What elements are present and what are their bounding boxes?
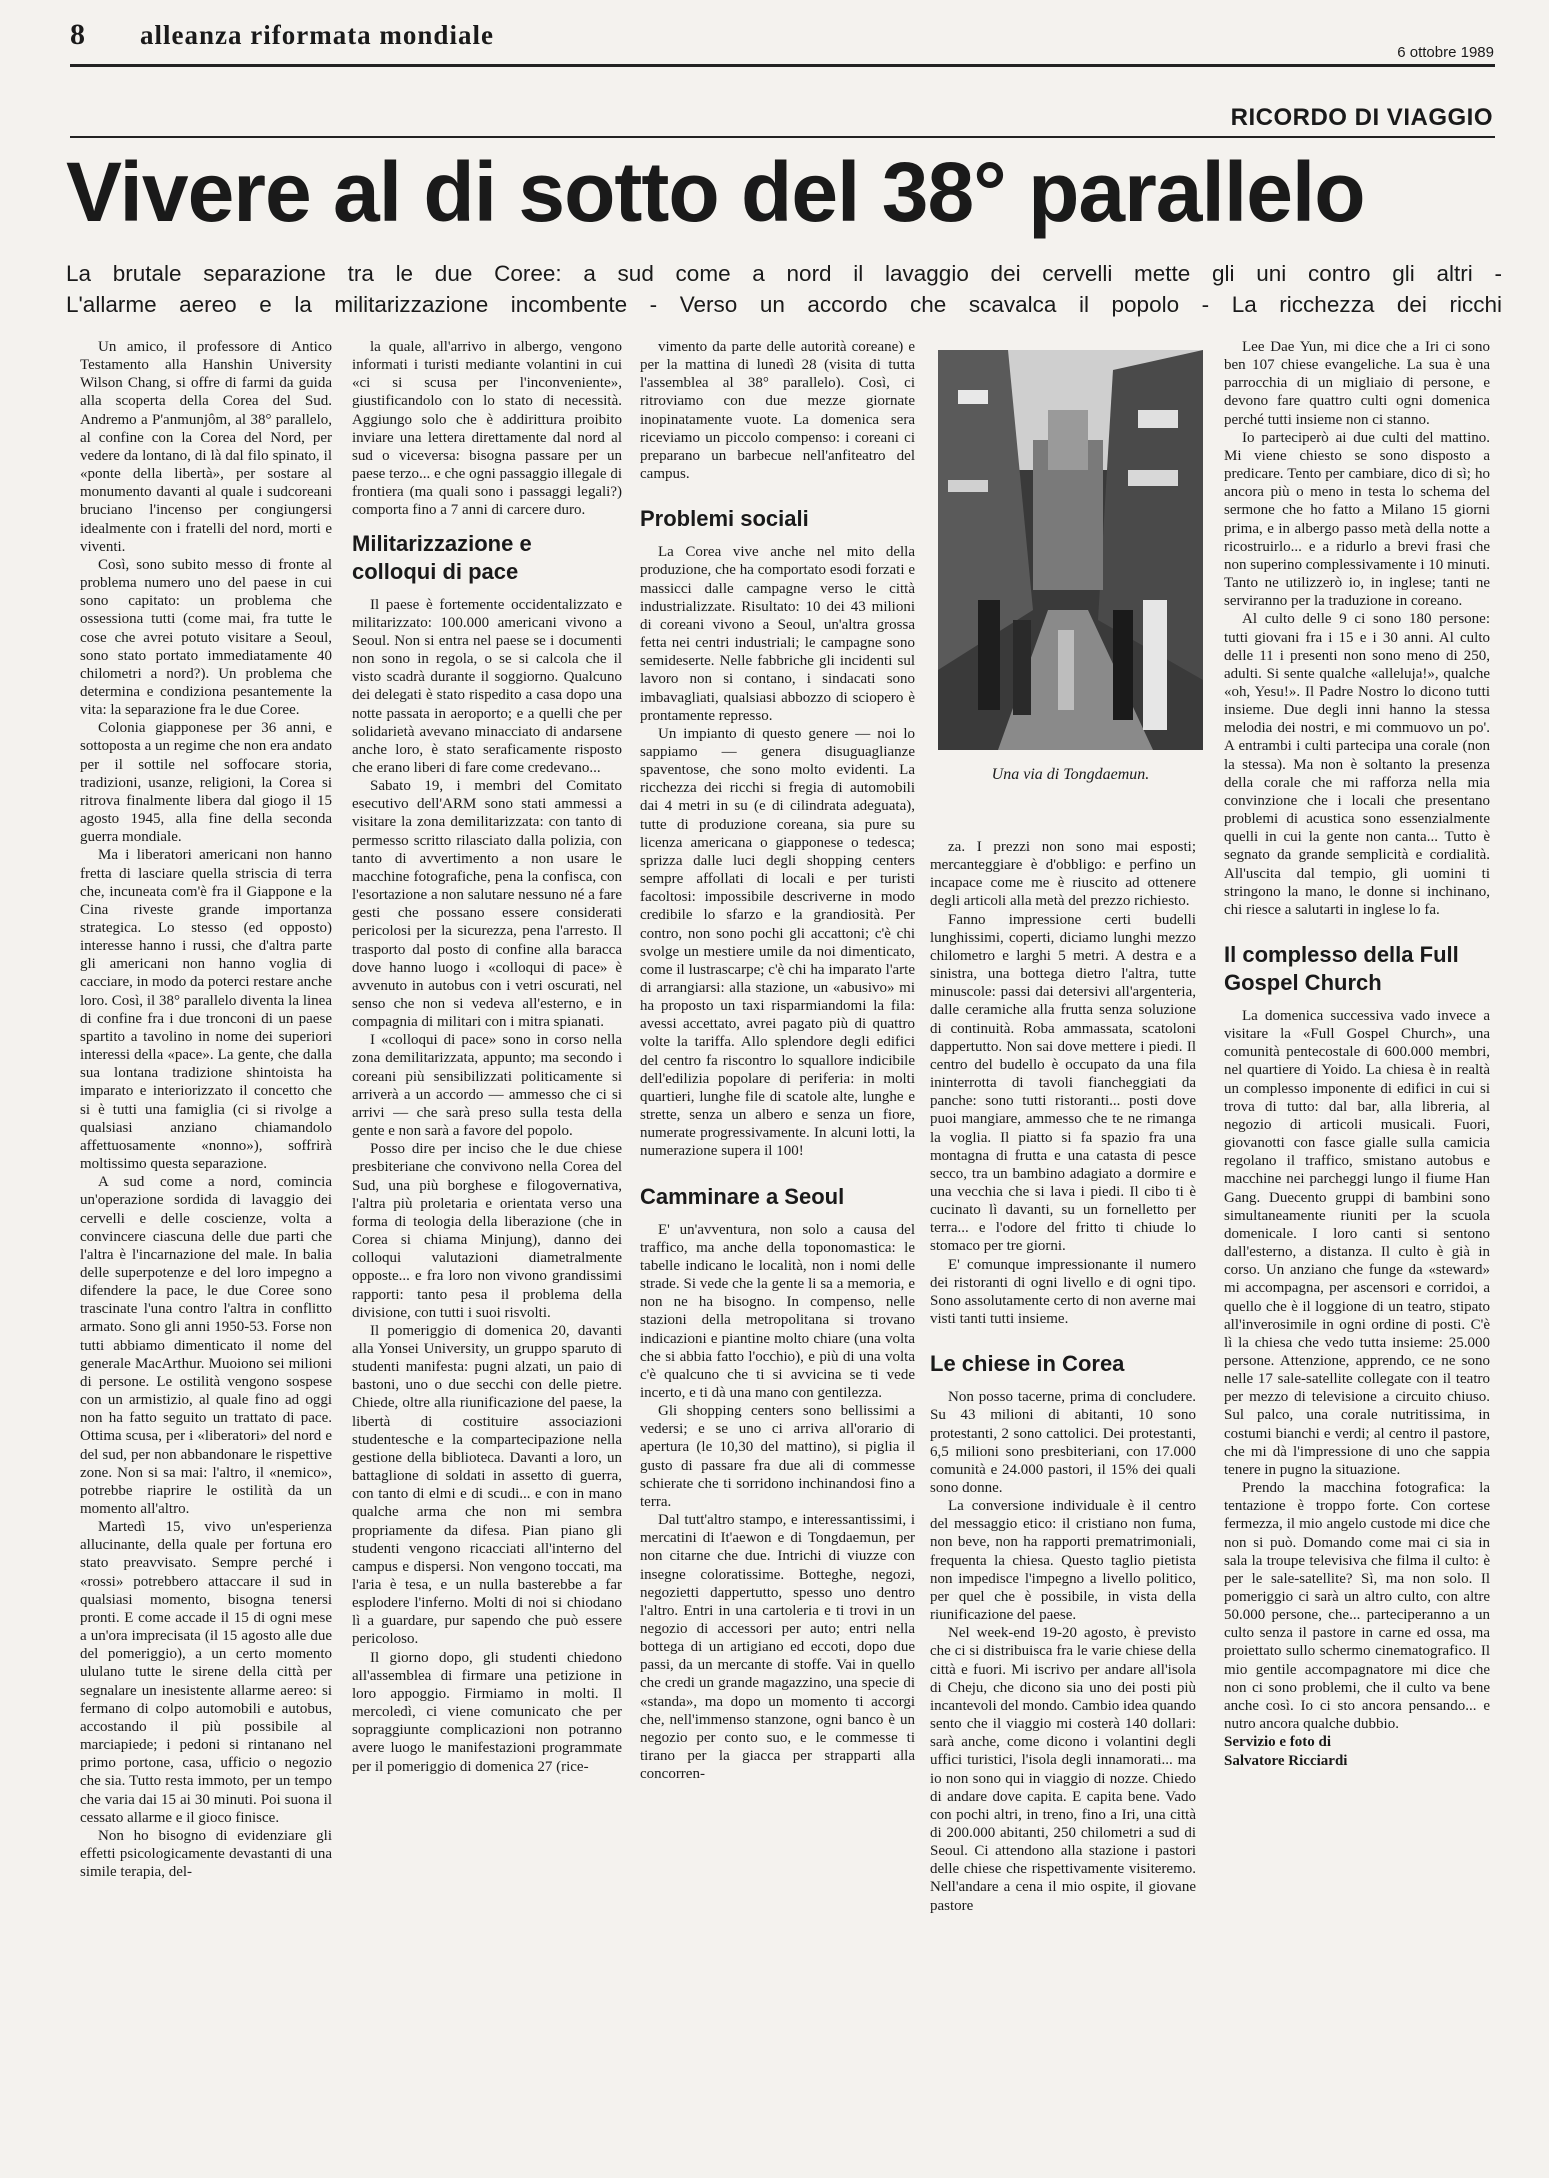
paragraph: Ma i liberatori americani non hanno fretta di lasciare quella striscia di terra che, incuneata com'è fra il Giappone e la Cina riveste grande importanza strategica. Lo stesso (ed opposto) interesse hanno i russi, che d'altra parte gli americani non hanno voglia di cacciare, in modo da poterci restare anche loro. Così, il 38° parallelo diventa la linea di confine fra i due tronconi di un paese spartito a tavolino in nome dei superiori interessi della «pace». La gente, che dalla sua lontana tradizione shintoista ha imparato e interiorizzato il concetto che si è tutti una famiglia (ci si rivolge a qualsiasi anziano chiamandolo affettuosamente «nonno»), soffrirà moltissimo questa separazione. (80, 847, 332, 1173)
street-photo (938, 350, 1203, 750)
byline-author: Salvatore Ricciardi (1224, 1753, 1348, 1770)
paragraph: Lee Dae Yun, mi dice che a Iri ci sono ben 107 chiese evangeliche. La sua è una parrocchia di un migliaio di persone, e devono fare quattro culti ogni domenica perché tutti insieme non ci stanno. (1224, 339, 1490, 428)
byline-label: Servizio e foto di (1224, 1734, 1332, 1751)
subheading: Militarizzazione e colloqui di pace (352, 530, 532, 584)
paragraph: Il giorno dopo, gli studenti chiedono all'assemblea di firmare una petizione in loro appoggio. Firmiamo in molti. Il mercoledì, ci viene comunicato che per sopraggiunte complicazioni non potranno avere luogo le manifestazioni programmate per il pomeriggio di domenica 27 (rice- (352, 1649, 622, 1775)
article-column-5 (1224, 338, 1490, 2158)
kicker-rule (70, 136, 1495, 138)
subheading: Il complesso della Full Gospel Church (1224, 942, 1459, 995)
paragraph: vimento da parte delle autorità coreane) e per la mattina di lunedì 28 (visita di tutta l'assemblea al 38° parallelo). Così, ci ritroviamo con due mezze giornate inopinatamente vuote. La domenica sera riceviamo un piccolo compenso: i coreani ci preparano un barbecue nell'anfiteatro del campus. (640, 339, 915, 483)
paragraph: Non ho bisogno di evidenziare gli effetti psicologicamente devastanti di una simile terapia, del- (80, 1827, 332, 1881)
header-rule (70, 64, 1495, 67)
paragraph: Posso dire per inciso che le due chiese presbiteriane che convivono nella Corea del Sud, una più borghese e filogovernativa, l'altra più proletaria e orientata verso una forma di teologia della liberazione (che in Corea si chiama Minjung), danno dei colloqui valutazioni diametralmente opposte... e fra loro non vivono grandissimi rapporti: tanto pesa il problema della divisione, con tutti i suoi risvolti. (352, 1141, 622, 1321)
paragraph: Il paese è fortemente occidentalizzato e militarizzato: 100.000 americani vivono a Seoul. Non si entra nel paese se i documenti non sono in regola, o se si calcola che il visto scadrà durante il soggiorno. Qualcuno dei delegati è stato rispedito a casa dopo una notte passata in aeroporto; e a quelli che per solidarietà avevano minacciato di andarsene anche loro, è stato seraficamente risposto che erano liberi di fare come credevano... (352, 596, 622, 776)
article-column-3 (640, 338, 915, 2158)
subheading: Problemi sociali (640, 506, 809, 532)
paragraph: Fanno impressione certi budelli lunghissimi, coperti, diciamo lunghi mezzo chilometro e larghi 5 metri. A destra e a sinistra, una bottega dietro l'altra, tutte minuscole: passi dai detersivi all'argenteria, dalle ceramiche alla frutta senza soluzione di continuità. Roba ammassata, scatoloni dappertutto. Non sai dove mettere i piedi. Il centro del budello è occupato da una fila ininterrotta di tavoli fiancheggiati da panche: sono tutti ristoranti... posti dove puoi mangiare, ammesso che te ne rimanga la voglia. Il piatto si fa spazio fra una montagna di frutta e una catasta di pesce secco, tra un bambino adagiato a dormire e una vecchia che si lava i piedi. Il cibo ti è cucinato lì davanti, su un fornelletto per terra... e l'odore del fritto ti chiude lo stomaco per tre giorni. (930, 911, 1196, 1255)
deck-line-1: La brutale separazione tra le due Coree: a sud come a nord il lavaggio dei cervelli mette gli uni contro gli altri - (66, 261, 1502, 286)
paragraph: Al culto delle 9 ci sono 180 persone: tutti giovani fra i 15 e i 30 anni. Al culto delle 11 i presenti non sono meno di 250, adulti. Si sente qualche «alleluja!», qualche «oh, Yesu!». Il Padre Nostro lo dicono tutti insieme. Due degli inni hanno la stessa melodia dei nostri, e mi commuovo un po'. A entrambi i culti partecipa una corale (non la stessa). Ma non è soltanto la presenza della corale che mi rafforza nella mia convinzione che i locali che presentano problemi di acustica sono essenzialmente quelli in cui la gente non canta... Tutto è segnato da grande semplicità e cordialità. All'uscita dal tempio, gli uomini ti stringono la mano, le donne si inchinano, chi riesce a salutarti in inglese lo fa. (1224, 611, 1490, 918)
paragraph: Dal tutt'altro stampo, e interessantissimi, i mercatini di It'aewon e di Tongdaemun, per non citarne che due. Intrichi di viuzze con insegne coloratissime. Botteghe, negozi, negozietti dappertutto, spesso uno dentro l'altro. Entri in una cartoleria e ti trovi in un negozio di accessori per auto; entri nella bottega di un artigiano ed eccoti, dopo due passi, da un mercante di stoffe. Vai in quello che credi un grande magazzino, una specie di «standa», ma dopo un momento ti accorgi che, nell'immenso stanzone, ogni banco è un negozio per conto suo, e le commesse ti tirano per la giacca per strapparti alla concorren- (640, 1512, 915, 1783)
paragraph: I «colloqui di pace» sono in corso nella zona demilitarizzata, appunto; ma secondo i coreani più sensibilizzati politicamente si arriverà a un accordo — ammesso che ci si arrivi — che sarà preso sulla testa della gente e non sarà a favore del popolo. (352, 1032, 622, 1140)
paragraph: E' comunque impressionante il numero dei ristoranti di ogni livello e di ogni tipo. Sono assolutamente certo di non averne mai visti tanti tutti insieme. (930, 1256, 1196, 1328)
paragraph: Colonia giapponese per 36 anni, e sottoposta a un regime che non era andato per il sottile nel soffocare storia, tradizioni, usanze, religioni, la Corea si ritrova finalmente libera dal giogo il 15 agosto 1945, alla fine della seconda guerra mondiale. (80, 720, 332, 846)
masthead: alleanza riformata mondiale (140, 20, 494, 50)
paragraph: Non posso tacerne, prima di concludere. Su 43 milioni di abitanti, 10 sono protestanti, 2 sono cattolici. Dei protestanti, 6,5 milioni sono presbiteriani, con 17.000 comunità e 24.000 pastori, il 15% dei quali sono donne. (930, 1389, 1196, 1496)
paragraph: Sabato 19, i membri del Comitato esecutivo dell'ARM sono stati ammessi a visitare la zona demilitarizzata: con tanto di permesso scritto rilasciato dalla polizia, con tanto di avvertimento a non usare le macchine fotografiche, pena la confisca, con l'esortazione a non salutare nessuno né a fare gesti che possano essere considerati pericolosi per la sicurezza, pena l'arresto. Il trasporto dal posto di confine alla baracca dove hanno luogo i «colloqui di pace» è avvenuto in autobus con i vetri oscurati, nel senso che non si vedeva all'esterno, e in compagnia di militari con i mitra spianati. (352, 778, 622, 1031)
deck-line-2: L'allarme aereo e la militarizzazione incombente - Verso un accordo che scavalca il popolo - La ricchezza dei ricchi (66, 292, 1502, 317)
headline: Vivere al di sotto del 38° parallelo (66, 145, 1365, 239)
issue-date: 6 ottobre 1989 (1397, 44, 1494, 61)
deck (66, 258, 1502, 320)
paragraph: Un amico, il professore di Antico Testamento alla Hanshin University Wilson Chang, si offre di farmi da guida alla scoperta della Corea del Sud. Andremo a P'anmunjôm, al 38° parallelo, al confine con la Corea del Nord, per vedere da lontano, di là dal filo spinato, il «ponte della libertà», per sostare al monumento davanti al quale i sudcoreani bruciano l'incenso per congiungersi idealmente con i fratelli del nord, morti e viventi. (80, 339, 332, 555)
paragraph: La domenica successiva vado invece a visitare la «Full Gospel Church», una comunità pentecostale di 600.000 membri, nel quartiere di Yoido. La chiesa è in realtà un complesso imponente di edifici in cui si trova di tutto: dal bar, alla libreria, al negozio di articoli musicali. Fuori, giovanotti con fasce gialle sulla camicia regolano il traffico, smistano autobus e macchine nei parcheggi lungo il fiume Han Gang. Duecento gruppi di bambini sono simultaneamente riuniti per la scuola domenicale. I loro canti si sentono dall'esterno, a distanza. Il culto è già in corso. Un anziano che funge da «steward» mi accompagna, per ascensori e corridoi, a quello che è il loggione di un teatro, stipato all'inverosimile in ogni ordine di posti. C'è lì la chiesa che vedo tutta insieme: 25.000 persone. Attenzione, apprendo, ce ne sono nelle 17 sale-satellite collegate con il teatro per mezzo di televisione a circuito chiuso. Sul palco, una corale nutritissima, in costumi bianchi e verdi; al centro il pastore, che mi dà l'impressione di uno che sappia tenere in pugno la situazione. (1224, 1008, 1490, 1478)
paragraph: La Corea vive anche nel mito della produzione, che ha comportato esodi forzati e massicci dalle campagne verso le città industrializzate. Risultato: 10 dei 43 milioni di coreani vivono a Seoul, un'altra grossa fetta nei centri industriali; le campagne sono semideserte. Nelle fabbriche gli incidenti sul lavoro non si contano, i sindacati sono imbavagliati, qualsiasi abbozzo di sciopero è prontamente represso. (640, 544, 915, 724)
photo-caption: Una via di Tongdaemun. (991, 766, 1150, 783)
paragraph: Così, sono subito messo di fronte al problema numero uno del paese in cui sono capitato: un problema che ossessiona tutti (come mai, fra tutte le cose che avrei potuto visitare a Seoul, sono stato portato immediatamente 40 chilometri a nord?). Un problema che determina e condiziona pesantemente la vita: la separazione fra le due Coree. (80, 556, 332, 719)
paragraph: Il pomeriggio di domenica 20, davanti alla Yonsei University, un gruppo sparuto di studenti manifesta: pugni alzati, un paio di bastoni, uno o due secchi con delle pietre. Chiede, oltre alla riunificazione del paese, la libertà di costituire associazioni studentesche e la compartecipazione nella gestione della biblioteca. Davanti a loro, un battaglione di soldati in assetto di guerra, con tanto di elmi e di scudi... e con in mano qualche arma che non mi sembra propriamente da difesa. Pian piano gli studenti vengono ricacciati all'interno del campus e dispersi. Non vengono toccati, ma l'aria è tesa, e un nulla basterebbe a far esplodere l'inferno. Molti di noi si chiodano lì a guardare, pur sapendo che può essere pericoloso. (352, 1322, 622, 1648)
subheading: Le chiese in Corea (930, 1351, 1125, 1377)
paragraph: Nel week-end 19-20 agosto, è previsto che ci si distribuisca fra le varie chiese della città e fuori. Mi iscrivo per andare all'isola di Cheju, che dicono sia uno dei posti più incantevoli del mondo. Cambio idea quando sento che il viaggio mi costerà 140 dollari: sarà anche, come dicono i volantini degli uffici turistici, l'isola degli innamorati... ma io non sono qui in viaggio di nozze. Chiedo di andare dove capita. E capita bene. Vado con pochi altri, in treno, fino a Iri, una città di 200.000 abitanti, 250 chilometri a sud di Seoul. Ci attendono alla stazione i pastori delle chiese che rispettivamente visiteremo. Nell'andare a cena il mio ospite, il giovane pastore (930, 1625, 1196, 1914)
article-column-1 (80, 338, 332, 2158)
subheading: Camminare a Seoul (640, 1183, 845, 1209)
paragraph: Prendo la macchina fotografica: la tentazione è troppo forte. Con cortese fermezza, il mio angelo custode mi dice che non si può. Domando come mai ci sia in sala la troupe televisiva che filma il culto: è per le sale-satellite? Sì, ma non solo. Il pomeriggio ci sarà un altro culto, con altre 50.000 persone, che... parteciperanno a un culto senza il pastore in carne ed ossa, ma proiettato sullo schermo cinematografico. Il mio gentile accompagnatore mi dice che non ci sono problemi, che il culto va bene anche così. Io ci sto ancora pensando... e nutro ancora qualche dubbio. (1224, 1480, 1490, 1733)
paragraph: Io parteciperò ai due culti del mattino. Mi viene chiesto se sono disposto a predicare. Tento per cambiare, dico di sì; ho ancora più o meno in testa lo schema del sermone che ho fatto a Milano 15 giorni prima, e in albergo passo metà della notte a ricostruirlo... e a ridurlo a brevi frasi che non superino complessivamente i 10 minuti. Tanto ne utilizzerò io, in inglese; tanti ne serviranno per la traduzione in coreano. (1224, 429, 1490, 610)
paragraph: La conversione individuale è il centro del messaggio etico: il cristiano non fuma, non beve, non ha rapporti prematrimoniali, frequenta la chiesa. Questo taglio pietista non impedisce l'impegno a livello politico, per quel che è possibile, in vista della riunificazione del paese. (930, 1498, 1196, 1624)
page-header (70, 18, 1494, 62)
paragraph: za. I prezzi non sono mai esposti; mercanteggiare è d'obbligo: e perfino un incapace come me è riuscito ad ottenere degli articoli alla metà del prezzo richiesto. (930, 839, 1196, 910)
paragraph: Un impianto di questo genere — noi lo sappiamo — genera disuguaglianze spaventose, che sono molto evidenti. La ricchezza dei ricchi si fregia di automobili dai 4 metri in su (e di cilindrata adeguata), tutte di produzione coreana, sia pure su licenza americana o giapponese o tedesca; sprizza dalle luci degli shopping centers sempre affollati di locali e per turisti facoltosi: impossibile descriverne in modo credibile lo sfarzo e la grandiosità. Per contro, non sono pochi gli accattoni; c'è chi svolge un mestiere umile da noi dimenticato, come il lustrascarpe; c'è chi ha imparato l'arte di arrangiarsi: alla stazione, un «abusivo» mi ha proposto un taxi risparmiandomi la fila: avessi accettato, avrei pagato più di quattro volte la tariffa. Allo splendore degli edifici del centro fa riscontro lo squallore indicibile dell'edilizia popolare di periferia: in molti quartieri, lunghe file di scatole alte, lunghe e strette, senza un albero e senza un fiore, numerate progressivamente. In alcuni lotti, la numerazione supera il 100! (640, 725, 915, 1160)
page-number: 8 (70, 18, 85, 51)
paragraph: Gli shopping centers sono bellissimi a vedersi; e se uno ci arriva all'orario di apertura (le 10,30 del mattino), si piglia il gusto di passare fra due ali di commesse schierate che ti sorridono inchinandosi fino a terra. (640, 1403, 915, 1510)
article-column-4 (930, 838, 1196, 2158)
street-photo-image (938, 350, 1203, 750)
paragraph: E' un'avventura, non solo a causa del traffico, ma anche della toponomastica: le tabelle indicano le località, non i nomi delle strade. Si vede che la gente li sa a memoria, e non ne ha bisogno. In compenso, nelle stazioni della metropolitana si trovano indicazioni e piantine molto chiare (una volta che si abbia fatto l'occhio), e più di una volta c'è qualcuno che ti si avvicina se ti vede incerto, e ti dà una mano con gentilezza. (640, 1221, 915, 1401)
paragraph: A sud come a nord, comincia un'operazione sordida di lavaggio dei cervelli e delle coscienze, volta a convincere ciascuna delle due parti che l'altra è l'incarnazione del male. In balia delle superpotenze e del loro impegno a difendere la pace, le due Coree sono trascinate l'una contro l'altra in conflitto armato. Sono gli anni 1950-53. Forse non tutti abbiamo dimenticato il nome del generale MacArthur. Muoiono sei milioni di persone. Le ostilità vengono sospese con un armistizio, al quale fino ad oggi non ha fatto seguito un trattato di pace. Ottima scusa, per i «liberatori» del nord e del sud, per non abbandonare le rispettive zone. Non si sa mai: l'altro, il «nemico», potrebbe riaprire le ostilità da un momento all'altro. (80, 1174, 332, 1517)
paragraph: la quale, all'arrivo in albergo, vengono informati i turisti mediante volantini in cui «ci si scusa per l'inconveniente», giustificandolo con lo stato di necessità. Aggiungo solo che è addirittura proibito inviare una lettera direttamente dal nord al sud o viceversa: bisogna passare per un paese terzo... e che ogni passaggio illegale di frontiera (ma quali sono i passaggi legali?) comporta fino a 7 anni di carcere duro. (352, 339, 622, 519)
section-kicker: RICORDO DI VIAGGIO (1230, 104, 1493, 131)
article-column-2 (352, 338, 622, 2158)
paragraph: Martedì 15, vivo un'esperienza allucinante, della quale per fortuna ero stato preavvisato. Sempre perché i «rossi» potrebbero attaccare il sud in qualsiasi momento, bisogna tenersi pronti. E come accade il 15 di ogni mese a un'ora imprecisata (il 15 agosto alle due del pomeriggio), a un certo momento ululano tutte le sirene della città per segnalare un inesistente allarme aereo: si fermano di colpo automobili e autobus, accostando il più possibile al marciapiede; i pedoni si rintanano nel primo portone, casa, ufficio o negozio che sia. Tutto resta immoto, per un tempo che varia dai 15 ai 30 minuti. Poi suona il cessato allarme e il gioco finisce. (80, 1519, 332, 1826)
